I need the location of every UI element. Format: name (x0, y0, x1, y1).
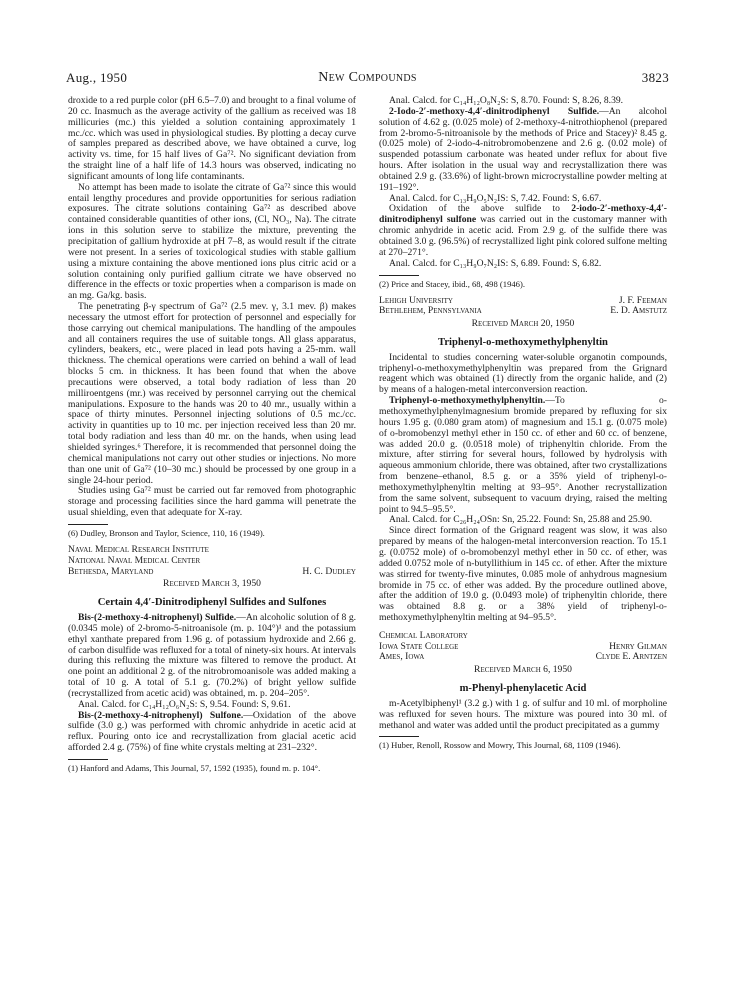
institution-line: Lehigh University (379, 294, 453, 306)
paragraph: No attempt has been made to isolate the citrate of Ga⁷² since this would entail lengthy procedures and provide opportunities for serious radiation exposures. The citrate solutions containing Ga⁷² as described above contained considerable quantities of other ions, (Cl, NO₃, Na). The citrate ions in this solution serve to stabilize the mixture, preventing the precipitation of gallium hydroxide at pH 7–8, as would result if the citrate were not present. In a series of toxicological studies with stable gallium using a mixture containing the above mentioned ions plus citric acid or a solution containing only purified gallium citrate we have observed no difference in the effects or toxic properties when a comparison is made on an mg. Ga/kg. basis. (68, 181, 356, 302)
paragraph-text: was carried out in the customary manner with chromic anhydride in acetic acid. From 2.9 g. of the sulfide there was obtained 3.0 g. (96.5%) of recrystallized light pink colored sulfone melting at 270–271°. (379, 214, 668, 258)
paragraph: droxide to a red purple color (pH 6.5–7.0) and brought to a final volume of 20 cc. Inasmuch as the average activity of the gallium as received was 18 millicuries (mc.) this yielded a solution containing approximately 1 mc./cc. which was used in physiological studies. By plotting a decay curve of samples prepared as described above, we have obtained a curve, log activity vs. time, for 15 half lives of Ga⁷². No significant deviation from the straight line of a half life of 14.3 hours was observed, indicating no significant amounts of long life contaminants. (68, 95, 356, 182)
analysis-line: Anal. Calcd. for C₁₄H₁₂O₆N₂S: S, 9.54. Found: S, 9.61. (78, 698, 291, 710)
compound-title: 2-iodo-2′-methoxy-4,4′-dinitrodiphenyl sulfone (379, 203, 667, 226)
paragraph (379, 396, 667, 515)
paragraph: Since direct formation of the Grignard reagent was slow, it was also prepared by means of the halogen-metal interconversion reaction. To 15.1 g. (0.0752 mole) of o-bromobenzyl methyl ether in 50 cc. of ether, was added 0.0752 mole of n-butyllithium in 145 cc. of ether. After the mixture was stirred for twenty-five minutes, 0.085 mole of anhydrous magnesium bromide in 75 cc. of ether was added. By the procedure outlined above, after the addition of 19.0 g. (0.0493 mole) of triphenyltin chloride, there was obtained 8.8 g. or a 38% yield of triphenyl-o-methoxymethylphenyltin melting at 94–95.5°. (379, 525, 667, 624)
institution-line: Ames, Iowa (379, 651, 425, 663)
institution-line: Chemical Laboratory (379, 629, 468, 641)
analysis-line: Anal. Calcd. for C₁₃H₉O₇N₂IS: S, 6.89. Found: S, 6.82. (389, 257, 602, 269)
author-name: Clyde E. Arntzen (595, 651, 667, 663)
section-heading: Certain 4,4′-Dinitrodiphenyl Sulfides and Sulfones (97, 597, 327, 609)
page-number: 3823 (641, 70, 669, 85)
received-date: Received March 3, 1950 (163, 578, 261, 590)
analysis-line: Anal. Calcd. for C₁₄H₁₂O₈N₂S: S, 8.70. Found: S, 8.26, 8.39. (389, 95, 624, 106)
institution-line: Naval Medical Research Institute (68, 543, 209, 555)
paragraph: Studies using Ga⁷² must be carried out far removed from photographic storage and processing facilities since the hard gamma will penetrate the usual shielding, even that adequate for X-ray. (68, 485, 356, 519)
paragraph-text: —An alcohol solution of 4.62 g. (0.025 mole) of 2-methoxy-4-nitrothiophenol (prepared from 2-bromo-5-nitroanisole by the methods of Price and Stacey)² 8.45 g. (0.025 mole) of 2-iodo-4-nitrobromobenzene and 2.6 g. (0.02 mole) of suspended potassium carbonate was heated under reflux for about five hours. After isolation in the usual way and recrystallization there was obtained 2.9 g. (33.6%) of light-brown microcrystalline powder melting at 191–192°. (379, 105, 667, 193)
analysis-line: Anal. Calcd. for C₁₃H₉O₅N₂IS: S, 7.42. Found: S, 6.67. (389, 192, 602, 204)
author-name: H. C. Dudley (302, 565, 356, 577)
paragraph-text: —To o-methoxymethylphenylmagnesium bromide prepared by refluxing for six hours 1.95 g. (0.080 gram atom) of magnesium and 15.1 g. (0.075 mole) of o-bromobenzyl methyl ether in 150 cc. of ether and 60 cc. of benzene, was added 20.0 g. (0.0518 mole) of triphenyltin chloride. From the mixture, after stirring for several hours, followed by hydrolysis with aqueous ammonium chloride, there was obtained, after two crystallizations from benzene–ethanol, 8.5 g. or a 35% yield of triphenyl-o-methoxymethylphenyltin melting at 93–95°. Another recrystallization from the same solvent, subsequent to vacuum drying, raised the melting point to 94.5–95.5°. (379, 395, 667, 515)
running-header-date: Aug., 1950 (66, 70, 128, 85)
paragraph (379, 107, 667, 194)
paragraph (68, 613, 356, 700)
paragraph (379, 204, 667, 258)
institution-line: Iowa State College (379, 640, 459, 652)
footnote: (2) Price and Stacey, ibid., 68, 498 (1946). (379, 278, 525, 289)
author-name: J. F. Feeman (618, 294, 667, 306)
footnote: (6) Dudley, Bronson and Taylor, Science, 110, 16 (1949). (68, 527, 265, 538)
footnote-divider (379, 275, 419, 276)
footnote: (1) Huber, Renoll, Rossow and Mowry, This Journal, 68, 1109 (1946). (379, 740, 621, 751)
paragraph (68, 711, 356, 754)
received-date: Received March 20, 1950 (471, 318, 575, 330)
received-date: Received March 6, 1950 (474, 664, 572, 676)
author-affiliation (379, 631, 667, 663)
author-name: E. D. Amstutz (610, 305, 667, 317)
compound-title: Triphenyl-o-methoxymethylphenyltin. (389, 395, 546, 407)
author-name: Henry Gilman (609, 640, 667, 652)
compound-title: 2-Iodo-2′-methoxy-4,4′-dinitrodiphenyl Sulfide. (389, 105, 600, 117)
institution-line: Bethlehem, Pennsylvania (379, 305, 482, 317)
institution-author-row (379, 306, 667, 317)
left-column (68, 96, 356, 773)
footnote: (1) Hanford and Adams, This Journal, 57, 1592 (1935), found m. p. 104°. (68, 762, 321, 773)
paragraph-text: Oxidation of the above sulfide to (389, 203, 572, 215)
institution-line: Bethesda, Maryland (68, 565, 154, 577)
institution-author-row (379, 652, 667, 663)
paragraph-text: —Oxidation of the above sulfide (3.0 g.) was performed with chromic anhydride in acetic acid at reflux. Pouring onto ice and recrystallization from glacial acetic acid afforded 2.4 g. (75%) of fine white crystals melting at 231–232°. (68, 709, 356, 754)
compound-title: Bis-(2-methoxy-4-nitrophenyl) Sulfide. (78, 611, 237, 623)
running-header-section: New Compounds (318, 70, 417, 85)
analysis-line: Anal. Calcd. for C₂₆H₂₄OSn: Sn, 25.22. Found: Sn, 25.88 and 25.90. (389, 514, 653, 526)
paragraph-text: —An alcoholic solution of 8 g. (0.0345 mole) of 2-bromo-5-nitroanisole (m. p. 104°)¹ and the potassium ethyl xanthate prepared from 1.96 g. of potassium hydroxide and 2.66 g. of carbon disulfide was refluxed for a total of ninety-six hours. At intervals during this refluxing the mixture was filtered to remove the product. At one point an additional 2 g. of the nitrobromoanisole was added making a total of 10 g. A total of 5.1 g. (70.2%) of bright yellow sulfide (recrystallized from acetic acid) was obtained, m. p. 204–205°. (68, 611, 357, 699)
section-heading: m-Phenyl-phenylacetic Acid (459, 683, 587, 695)
author-affiliation (379, 296, 667, 318)
paragraph: The penetrating β-γ spectrum of Ga⁷² (2.5 mev. γ, 3.1 mev. β) makes necessary the utmost effort for protection of personnel and especially for those carrying out chemical manipulations. The handling of the ampoules and all containers requires the use of suitable tongs. All glass apparatus, cylinders, beakers, etc., were placed in lead pots having a 25-mm. wall thickness. The chemical operations were carried on behind a wall of lead blocks 5 cm. in thickness. It has been found that when the above precautions were observed, a total body radiation of less than 20 milliroentgens (mr.) was received by personnel carrying out the chemical manipulations. Exposure to the hands was 20 to 40 mr., usually within a space of thirty minutes. Personnel injecting solutions of 0.5 mc./cc. activity in quantities up to 10 mc. per injection received less than 20 mr. total body radiation and less than 40 mr. on the hands, when using lead shielded syringes.⁶ Therefore, it is recommended that personnel doing the chemical manipulations not carry out other studies or injections. No more than one unit of Ga⁷² (10–30 mc.) should be processed by one group in a single 24-hour period. (68, 301, 356, 486)
footnote-divider (379, 736, 419, 737)
footnote-divider (68, 759, 108, 760)
right-column (379, 96, 667, 750)
paragraph: Incidental to studies concerning water-soluble organotin compounds, triphenyl-o-methoxymethylphenyltin was prepared from the Grignard reagent which was obtained (1) directly from the organic halide, and (2) by means of a halogen-metal interconversion reaction. (379, 351, 667, 396)
footnote-divider (68, 524, 108, 525)
section-heading: Triphenyl-o-methoxymethylphenyltin (438, 336, 608, 348)
author-affiliation (68, 545, 356, 577)
paragraph: m-Acetylbiphenyl¹ (3.2 g.) with 1 g. of sulfur and 10 ml. of morpholine was refluxed for seven hours. The mixture was poured into 30 ml. of methanol and water was added until the product precipitated as a gummy (379, 697, 667, 731)
compound-title: Bis-(2-methoxy-4-nitrophenyl) Sulfone. (78, 709, 244, 721)
institution-author-row (68, 567, 356, 578)
institution-line: National Naval Medical Center (68, 554, 201, 566)
